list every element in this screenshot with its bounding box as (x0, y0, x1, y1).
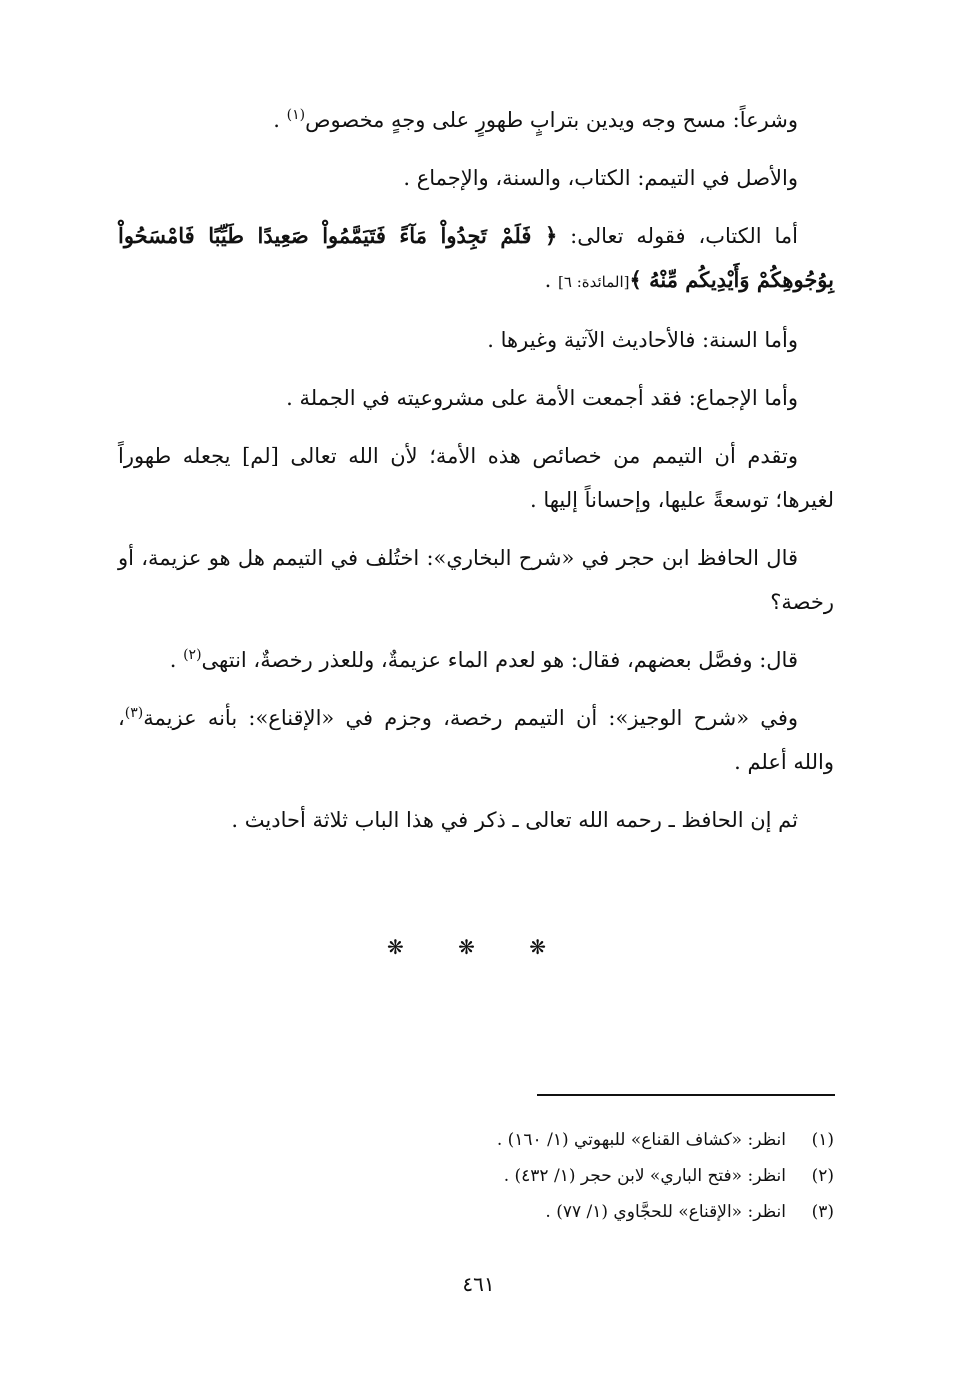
page-number: ٤٦١ (462, 1272, 495, 1296)
section-separator: ❋ ❋ ❋ (387, 935, 570, 959)
footnote-1: (١) انظر: «كشاف القناع» للبهوتي (١/ ١٦٠) . (496, 1130, 834, 1150)
footnote-ref-3: (٣) (124, 705, 144, 721)
footnotes (118, 1122, 834, 1230)
paragraph-ibn-hajar: قال الحافظ ابن حجر في «شرح البخاري»: اختُلف في التيمم هل هو عزيمة، أو رخصة؟ (118, 546, 834, 614)
paragraph-specialty: وتقدم أن التيمم من خصائص هذه الأمة؛ لأن الله تعالى [لم] يجعله طهوراً لغيرها؛ توسعةً عليها، وإحساناً إليها . (118, 444, 834, 512)
footnote-divider (537, 1094, 835, 1096)
paragraph-detail: قال: وفصَّل بعضهم، فقال: هو لعدم الماء عزيمةٌ، وللعذر رخصةٌ، انتهى$^{(٢)}$ . (169, 647, 798, 672)
surah-reference: [المائدة: ٦] (558, 273, 630, 291)
paragraph-wajeez: وفي «شرح الوجيز»: أن التيمم رخصة، وجزم في «الإقناع»: بأنه عزيمة$^{(٣)}$، والله أعلم . (118, 705, 834, 774)
paragraph-sunnah: وأما السنة: فالأحاديث الآتية وغيرها . (487, 328, 798, 352)
footnote-2: (٢) انظر: «فتح الباري» لابن حجر (١/ ٤٣٢) . (503, 1166, 834, 1186)
footnote-3: (٣) انظر: «الإقناع» للحجَّاوي (١/ ٧٧) . (545, 1202, 834, 1222)
quran-verse: ﴿ فَلَمْ تَجِدُواْ مَآءً فَتَيَمَّمُواْ صَعِيدًا طَيِّبًا فَامْسَحُواْ بِوُجُوهِكُمْ وَأَيْدِيكُم مِّنْهُ ﴾ (118, 223, 834, 292)
paragraph-hadiths-intro: ثم إن الحافظ ـ رحمه الله تعالى ـ ذكر في هذا الباب ثلاثة أحاديث . (231, 808, 798, 832)
footnote-ref-2: (٢) (183, 647, 202, 663)
paragraph-definition: وشرعاً: مسح وجه ويدين بترابٍ طهورٍ على وجهٍ مخصوص$^{(١)}$ . (273, 107, 798, 132)
paragraph-quran-evidence: أما الكتاب، فقوله تعالى: ﴿ فَلَمْ تَجِدُواْ مَآءً فَتَيَمَّمُواْ صَعِيدًا طَيِّبًا فَامْسَحُواْ بِوُجُوهِكُمْ وَأَيْدِيكُم مِّنْهُ ﴾[المائدة: ٦] . (118, 223, 834, 292)
paragraph-ijma: وأما الإجماع: فقد أجمعت الأمة على مشروعيته في الجملة . (286, 386, 798, 410)
footnote-ref-1: (١) (286, 107, 306, 123)
paragraph-sources: والأصل في التيمم: الكتاب، والسنة، والإجماع . (403, 166, 798, 190)
main-text (118, 98, 834, 856)
